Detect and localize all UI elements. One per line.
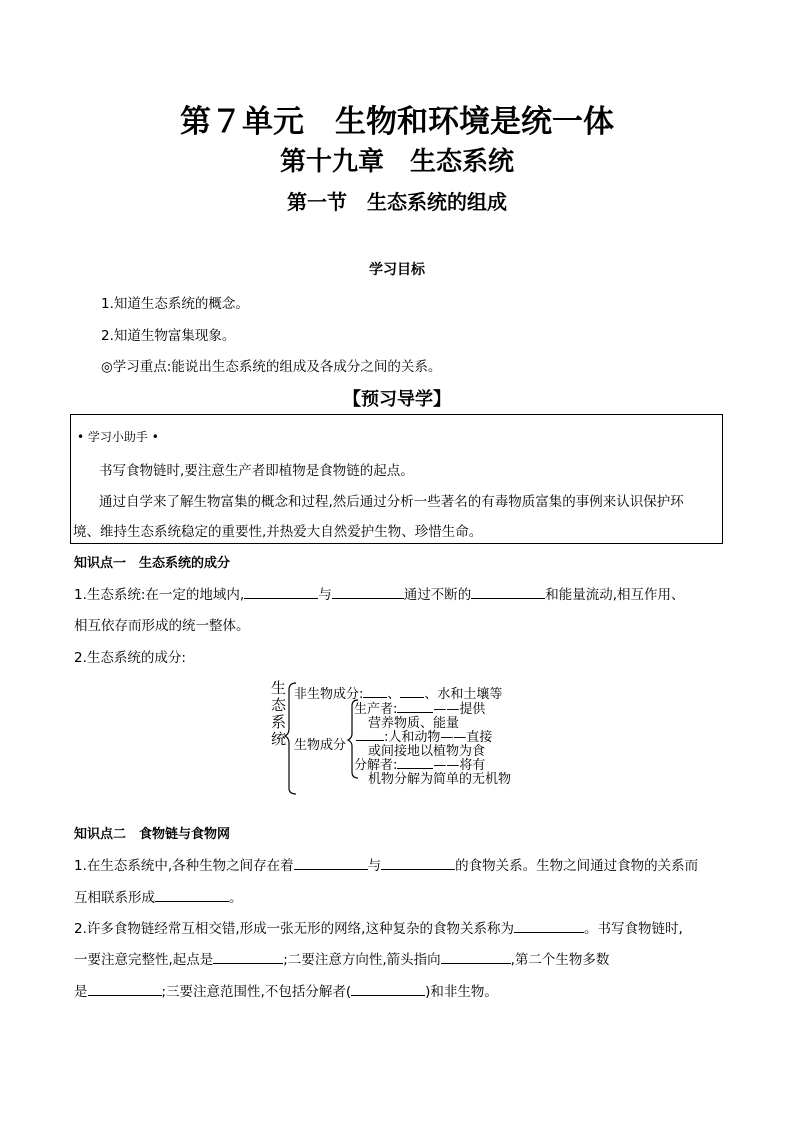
biotic-label: 生物成分 — [294, 738, 347, 753]
kp1-q1-text-a: 1.生态系统:在一定的地域内, — [74, 587, 245, 603]
nonbiotic-tail: 、水和土壤等 — [424, 687, 503, 702]
kp2-question-2-line-3 — [74, 980, 498, 1000]
answer-blank[interactable] — [88, 983, 162, 996]
answer-blank[interactable] — [244, 586, 318, 599]
answer-blank[interactable] — [471, 586, 545, 599]
producer-line-2: 营养物质、能量 — [368, 716, 460, 731]
producer-label: 生产者: — [354, 702, 398, 717]
decomposer-label: 分解者: — [354, 758, 398, 773]
nonbiotic-label: 非生物成分: — [294, 687, 364, 702]
kp2-title: 知识点二 食物链与食物网 — [74, 827, 231, 842]
kp2-q2-line2-text-c: ,第二个生物多数 — [510, 952, 610, 968]
answer-blank[interactable] — [381, 857, 455, 870]
kp2-question-2-line-2 — [74, 948, 609, 968]
kp2-q1-text-end: 。 — [229, 890, 243, 906]
kp2-question-1-line-2 — [74, 886, 243, 906]
helper-paragraph-1: 书写食物链时,要注意生产者即植物是食物链的起点。 — [99, 463, 414, 479]
kp2-q2-line3-text-a: 是 — [74, 984, 88, 1000]
objective-item-2: 2.知道生物富集现象。 — [101, 328, 236, 344]
kp2-q2-text-b: 。书写食物链时, — [583, 921, 683, 937]
kp2-question-2 — [74, 917, 683, 937]
consumer-desc: :人和动物——直接 — [384, 730, 493, 745]
diagram-root-char: 态 — [271, 696, 287, 714]
separator: 、 — [387, 687, 401, 702]
producer-desc: ——提供 — [433, 702, 486, 717]
diagram-root-char: 生 — [271, 679, 287, 697]
answer-blank[interactable] — [294, 857, 368, 870]
consumer-line-2: 或间接地以植物为食 — [368, 744, 486, 759]
study-helper-box — [70, 414, 723, 544]
answer-blank[interactable] — [155, 889, 229, 902]
kp1-question-2: 2.生态系统的成分: — [74, 650, 186, 666]
kp1-q1-text-d: 和能量流动,相互作用、 — [545, 587, 685, 603]
decomposer-line-2: 机物分解为简单的无机物 — [368, 772, 512, 787]
kp2-q1-text-b: 与 — [367, 858, 382, 874]
answer-blank[interactable] — [400, 686, 424, 698]
diagram-root-char: 统 — [271, 730, 287, 748]
kp2-q2-line3-text-b: ;三要注意范围性,不包括分解者( — [161, 984, 352, 1000]
kp2-q1-text-line2: 互相联系形成 — [74, 890, 155, 906]
kp1-q1-text-b: 与 — [318, 587, 332, 603]
unit-title: 第７单元 生物和环境是统一体 — [180, 104, 614, 140]
kp2-q2-text-a: 2.许多食物链经常互相交错,形成一张无形的网络,这种复杂的食物关系称为 — [74, 921, 514, 937]
kp1-question-1 — [74, 583, 685, 603]
kp2-q2-line2-text-b: ;二要注意方向性,箭头指向 — [283, 952, 441, 968]
kp2-q2-line2-text-a: 一要注意完整性,起点是 — [74, 952, 214, 968]
diagram-root-char: 系 — [271, 713, 287, 731]
objectives-title: 学习目标 — [369, 262, 425, 278]
section-title: 第一节 生态系统的组成 — [287, 190, 507, 214]
answer-blank[interactable] — [441, 951, 511, 964]
kp2-q1-text-c: 的食物关系。生物之间通过食物的关系而 — [455, 858, 699, 874]
helper-label: • 学习小助手 • — [77, 430, 159, 444]
answer-blank[interactable] — [351, 983, 425, 996]
chapter-title: 第十九章 生态系统 — [279, 147, 514, 177]
helper-paragraph-2-line-1: 通过自学来了解生物富集的概念和过程,然后通过分析一些著名的有毒物质富集的事例来认识保护环 — [99, 494, 684, 510]
preview-heading: 【预习导学】 — [343, 389, 451, 410]
objective-item-1: 1.知道生态系统的概念。 — [101, 296, 249, 312]
kp1-question-1-line-2: 相互依存而形成的统一整体。 — [74, 618, 250, 634]
decomposer-desc: ——将有 — [433, 758, 486, 773]
answer-blank[interactable] — [363, 686, 387, 698]
answer-blank[interactable] — [213, 951, 283, 964]
kp2-q2-line3-text-c: )和非生物。 — [425, 984, 498, 1000]
objective-focus: ◎学习重点:能说出生态系统的组成及各成分之间的关系。 — [101, 359, 442, 375]
kp2-q1-text-a: 1.在生态系统中,各种生物之间存在着 — [74, 858, 294, 874]
answer-blank[interactable] — [332, 586, 404, 599]
helper-paragraph-2-line-2: 境、维持生态系统稳定的重要性,并热爱大自然爱护生物、珍惜生命。 — [73, 524, 483, 540]
kp1-title: 知识点一 生态系统的成分 — [74, 556, 231, 571]
kp1-q1-text-c: 通过不断的 — [403, 587, 472, 603]
kp2-question-1 — [74, 854, 698, 874]
answer-blank[interactable] — [514, 920, 584, 933]
